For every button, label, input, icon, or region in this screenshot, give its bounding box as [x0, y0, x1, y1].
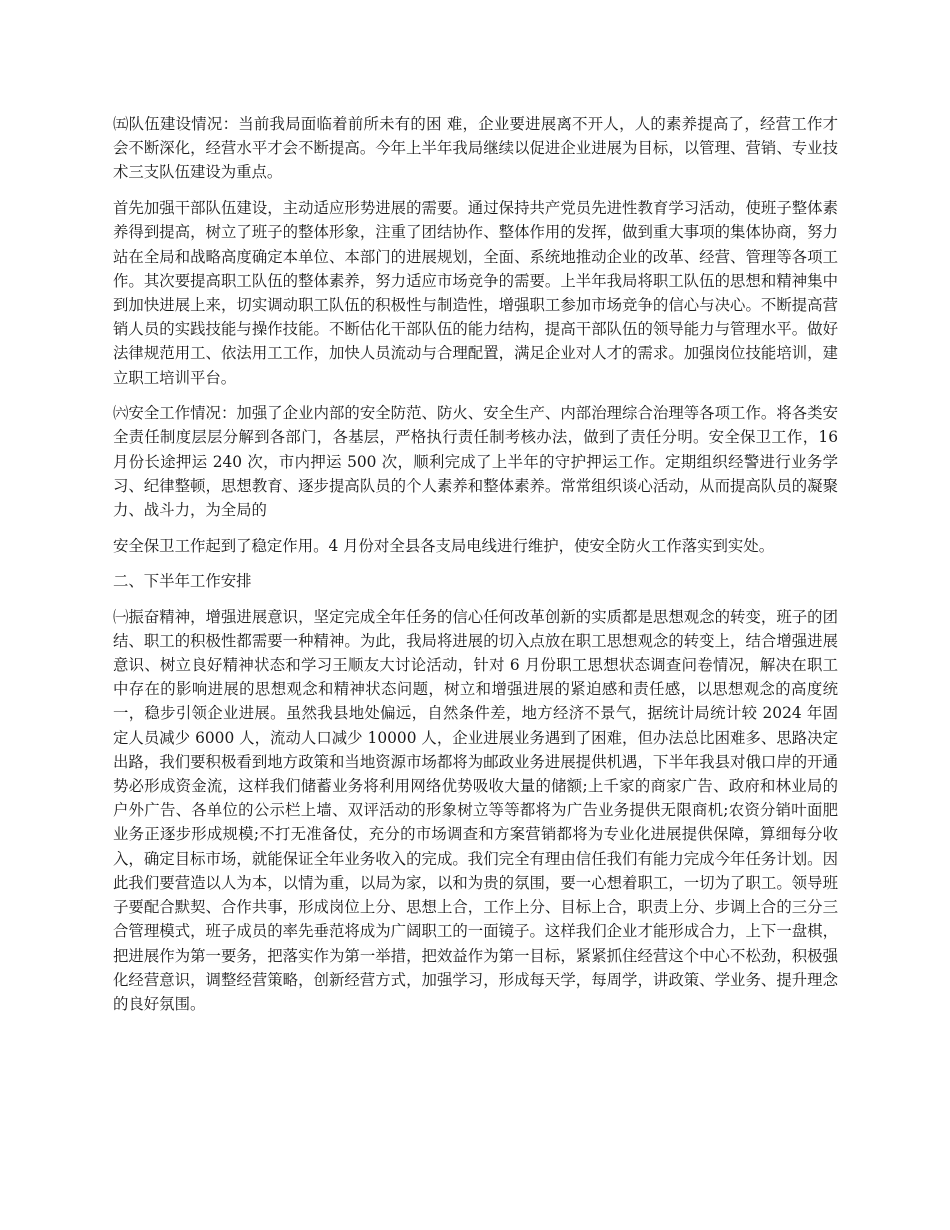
- paragraph-morale-development: ㈠振奋精神，增强进展意识，坚定完成全年任务的信心任何改革创新的实质都是思想观念的转变，班子的团结、职工的积极性都需要一种精神。为此，我局将进展的切入点放在职工思想观念的转变上，结合增强进展意识、树立良好精神状态和学习王顺友大讨论活动，针对 6 月份职工思想状态调查问卷情况，解决在职工中存在的影响进展的思想观念和精神状态问题，树立和增强进展的紧迫感和责任感，以思想观念的高度统一，稳步引领企业进展。虽然我县地处偏远，自然条件差，地方经济不景气，据统计局统计较 2024 年固定人员减少 6000 人，流动人口减少 10000 人，企业进展业务遇到了困难，但办法总比困难多、思路决定出路，我们要积极看到地方政策和当地资源市场都将为邮政业务进展提供机遇，下半年我县对俄口岸的开通势必形成资金流，这样我们储蓄业务将利用网络优势吸收大量的储额;上千家的商家广告、政府和林业局的户外广告、各单位的公示栏上墙、双评活动的形象树立等等都将为广告业务提供无限商机;农资分销叶面肥业务正逐步形成规模;不打无准备仗，充分的市场调查和方案营销都将为专业化进展提供保障，算细每分收入，确定目标市场，就能保证全年业务收入的完成。我们完全有理由信任我们有能力完成今年任务计划。因此我们要营造以人为本，以情为重，以局为家，以和为贵的氛围，要一心想着职工，一切为了职工。领导班子要配合默契、合作共事，形成岗位上分、思想上合，工作上分、目标上合，职责上分、步调上合的三分三合管理模式，班子成员的率先垂范将成为广阔职工的一面镜子。这样我们企业才能形成合力，上下一盘棋，把进展作为第一要务，把落实作为第一举措，把效益作为第一目标，紧紧抓住经营这个中心不松劲，积极强化经营意识，调整经营策略，创新经营方式，加强学习，形成每天学，每周学，讲政策、学业务、提升理念的良好氛围。: [113, 607, 838, 1013]
- document-body: [113, 112, 838, 1028]
- paragraph-safety-work: ㈥安全工作情况：加强了企业内部的安全防范、防火、安全生产、内部治理综合治理等各项工作。将各类安全责任制度层层分解到各部门，各基层，严格执行责任制考核办法，做到了责任分明。安全保卫工作，16 月份长途押运 240 次，市内押运 500 次，顺利完成了上半年的守护押运工作。定期组织经警进行业务学习、纪律整顿，思想教育、逐步提高队员的个人素养和整体素养。常常组织谈心活动，从而提高队员的凝聚力、战斗力，为全局的: [113, 404, 838, 520]
- paragraph-safety-continued: 安全保卫工作起到了稳定作用。4 月份对全县各支局电线进行维护，使安全防火工作落实到实处。: [113, 536, 775, 555]
- paragraph-cadre-building: 首先加强干部队伍建设，主动适应形势进展的需要。通过保持共产党员先进性教育学习活动，使班子整体素养得到提高，树立了班子的整体形象，注重了团结协作、整体作用的发挥，做到重大事项的集体协商，努力站在全局和战略高度确定本单位、本部门的进展规划，全面、系统地推动企业的改革、经营、管理等各项工作。其次要提高职工队伍的整体素养，努力适应市场竞争的需要。上半年我局将职工队伍的思想和精神集中到加快进展上来，切实调动职工队伍的积极性与制造性，增强职工参加市场竞争的信心与决心。不断提高营销人员的实践技能与操作技能。不断估化干部队伍的能力结构，提高干部队伍的领导能力与管理水平。做好法律规范用工、依法用工工作，加快人员流动与合理配置，满足企业对人才的需求。加强岗位技能培训，建立职工培训平台。: [113, 199, 838, 387]
- paragraph-team-building: ㈤队伍建设情况：当前我局面临着前所未有的困 难，企业要进展离不开人，人的素养提高了，经营工作才会不断深化，经营水平才会不断提高。今年上半年我局继续以促进企业进展为目标，以管理、营销、专业技术三支队伍建设为重点。: [113, 115, 838, 182]
- section-heading-second-half-plan: 二、下半年工作安排: [113, 572, 252, 591]
